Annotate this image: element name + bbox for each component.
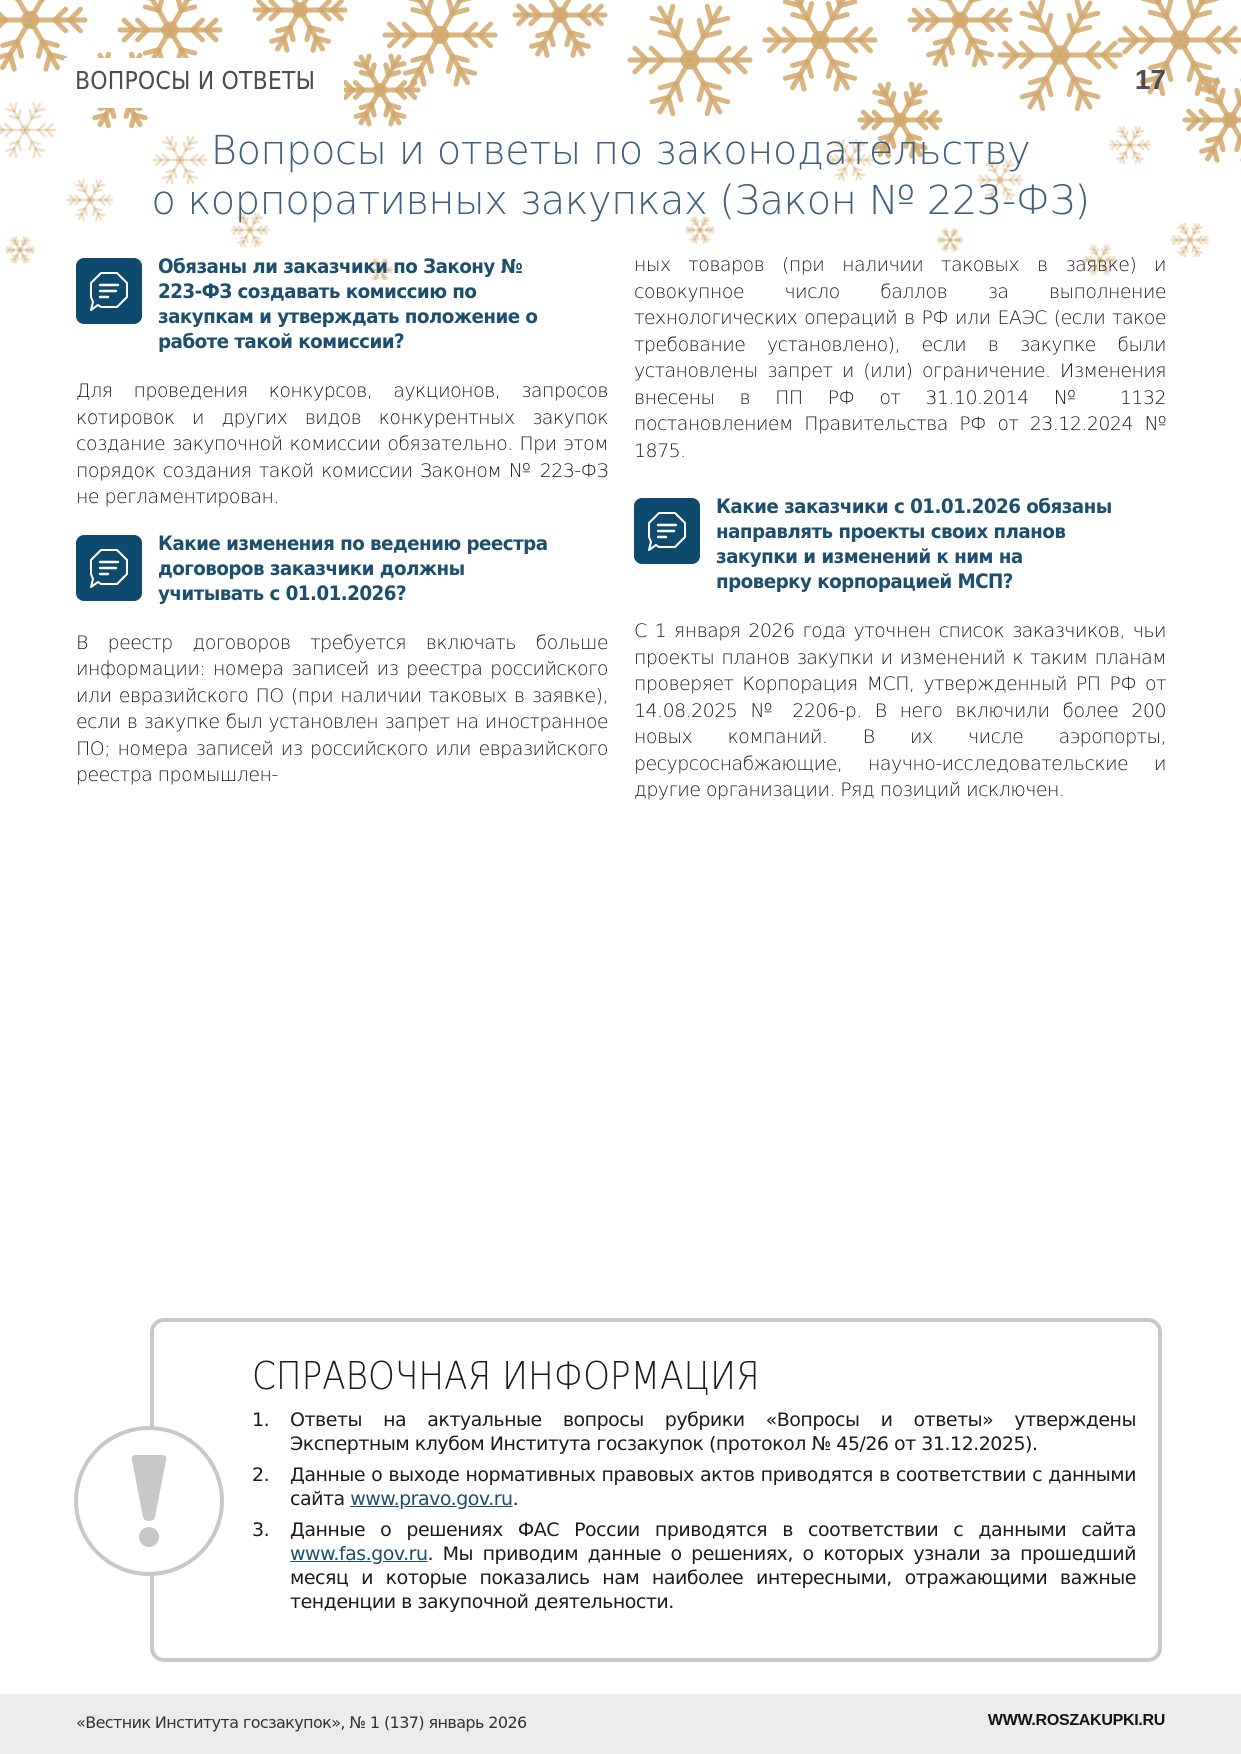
exclamation-icon <box>74 1426 224 1576</box>
snowflake-icon <box>1000 1 1120 108</box>
item-text-prefix: Данные о выходе нормативных правовых актов приводятся в соответствии с данными сайта <box>290 1464 1136 1510</box>
reference-info-title: СПРАВОЧНАЯ ИНФОРМАЦИЯ <box>252 1354 760 1398</box>
right-column <box>634 254 1166 824</box>
snowflake-icon <box>765 0 875 89</box>
chat-bubble-icon <box>76 535 142 601</box>
answer-continuation-text: ных товаров (при наличии таковых в заявке) и совокупное число баллов за выполнение технологических операций в РФ или ЕАЭС (если такое требование установлено), если в закупке были установлены запрет и (или) ограничение. Изменения внесены в ПП РФ от 31.10.2014 № 1132 постановлением Правительства РФ от 23.12.2024 № 1875. <box>634 254 1166 462</box>
question-block <box>634 494 1166 594</box>
item-text <box>290 1463 1136 1511</box>
item-number: 3. <box>252 1519 270 1541</box>
snowflake-icon <box>938 229 962 250</box>
answer-text: Для проведения конкурсов, аукционов, запросов котировок и других видов конкурентных закупок создание закупочной комиссии обязательно. При этом порядок создания такой комиссии Законом № 223-ФЗ не регламентирован. <box>76 380 608 508</box>
reference-info-item <box>252 1463 1136 1511</box>
question-text: Какие заказчики с 01.01.2026 обязаны направлять проекты своих планов закупки и изменений к ним на проверку корпорацией МСП? <box>716 495 1112 593</box>
question-text: Обязаны ли заказчики по Закону № 223-ФЗ создавать комиссию по закупкам и утверждать положение о работе такой комиссии? <box>158 255 538 353</box>
snowflake-icon <box>342 56 418 124</box>
item-text-suffix: . <box>512 1488 519 1510</box>
snowflake-icon <box>910 0 1010 65</box>
item-text: Ответы на актуальные вопросы рубрики «Вопросы и ответы» утверждены Экспертным клубом Института госзакупок (протокол № 45/26 от 31.12.2025). <box>290 1409 1136 1455</box>
item-number: 2. <box>252 1464 270 1486</box>
website-link[interactable]: WWW.ROSZAKUPKI.RU <box>987 1712 1165 1729</box>
chat-bubble-icon <box>634 498 700 564</box>
snowflake-icon <box>255 0 345 50</box>
page-number: 17 <box>1134 64 1166 95</box>
snowflake-icon <box>385 0 495 84</box>
publication-info: «Вестник Института госзакупок», № 1 (137) январь 2026 <box>76 1713 527 1732</box>
snowflake-icon <box>1172 224 1208 256</box>
item-text-prefix: Данные о решениях ФАС России приводятся в соответствии с данными сайта <box>290 1519 1136 1541</box>
answer-text: С 1 января 2026 года уточнен список заказчиков, чьи проекты планов закупки и изменений к таким планам проверяет Корпорация МСП, утвержденный РП РФ от 14.08.2025 № 2206-р. В него включили более 200 новых компаний. В их числе аэропорты, ресурсоснабжающие, научно-исследовательские и другие организации. Ряд позиций исключен. <box>634 620 1166 801</box>
snowflake-icon <box>630 6 750 113</box>
page-title-line-2: о корпоративных закупках (Закон № 223-ФЗ) <box>151 178 1090 224</box>
chat-bubble-icon <box>76 258 142 324</box>
question-text: Какие изменения по ведению реестра договоров заказчики должны учитывать с 01.01.2026? <box>158 531 548 605</box>
left-column <box>76 254 608 809</box>
question-block <box>76 254 608 354</box>
fas-gov-link[interactable]: www.fas.gov.ru <box>290 1543 428 1565</box>
pravo-gov-link[interactable]: www.pravo.gov.ru <box>350 1488 513 1510</box>
page-footer <box>0 1694 1241 1754</box>
page-title-line-1: Вопросы и ответы по законодательству <box>210 128 1031 174</box>
reference-info-item <box>252 1518 1136 1614</box>
snowflake-icon <box>515 0 605 55</box>
item-text-suffix: . Мы приводим данные о решениях, о которых узнали за прошедший месяц и которые показались нам наиболее интересными, отражающими важные тенденции в закупочной деятельности. <box>290 1543 1136 1613</box>
reference-info-list <box>252 1408 1136 1621</box>
reference-info-item <box>252 1408 1136 1456</box>
snowflake-icon <box>6 237 34 262</box>
section-label: ВОПРОСЫ И ОТВЕТЫ <box>75 66 316 95</box>
question-block <box>76 531 608 606</box>
item-number: 1. <box>252 1409 270 1431</box>
item-text <box>290 1518 1136 1614</box>
page-title <box>0 126 1241 226</box>
answer-text: В реестр договоров требуется включать больше информации: номера записей из реестра российского или евразийского ПО (при наличии таковых в заявке), если в закупке был установлен запрет на иностранное ПО; номера записей из российского или евразийского реестра промышлен- <box>76 631 608 786</box>
